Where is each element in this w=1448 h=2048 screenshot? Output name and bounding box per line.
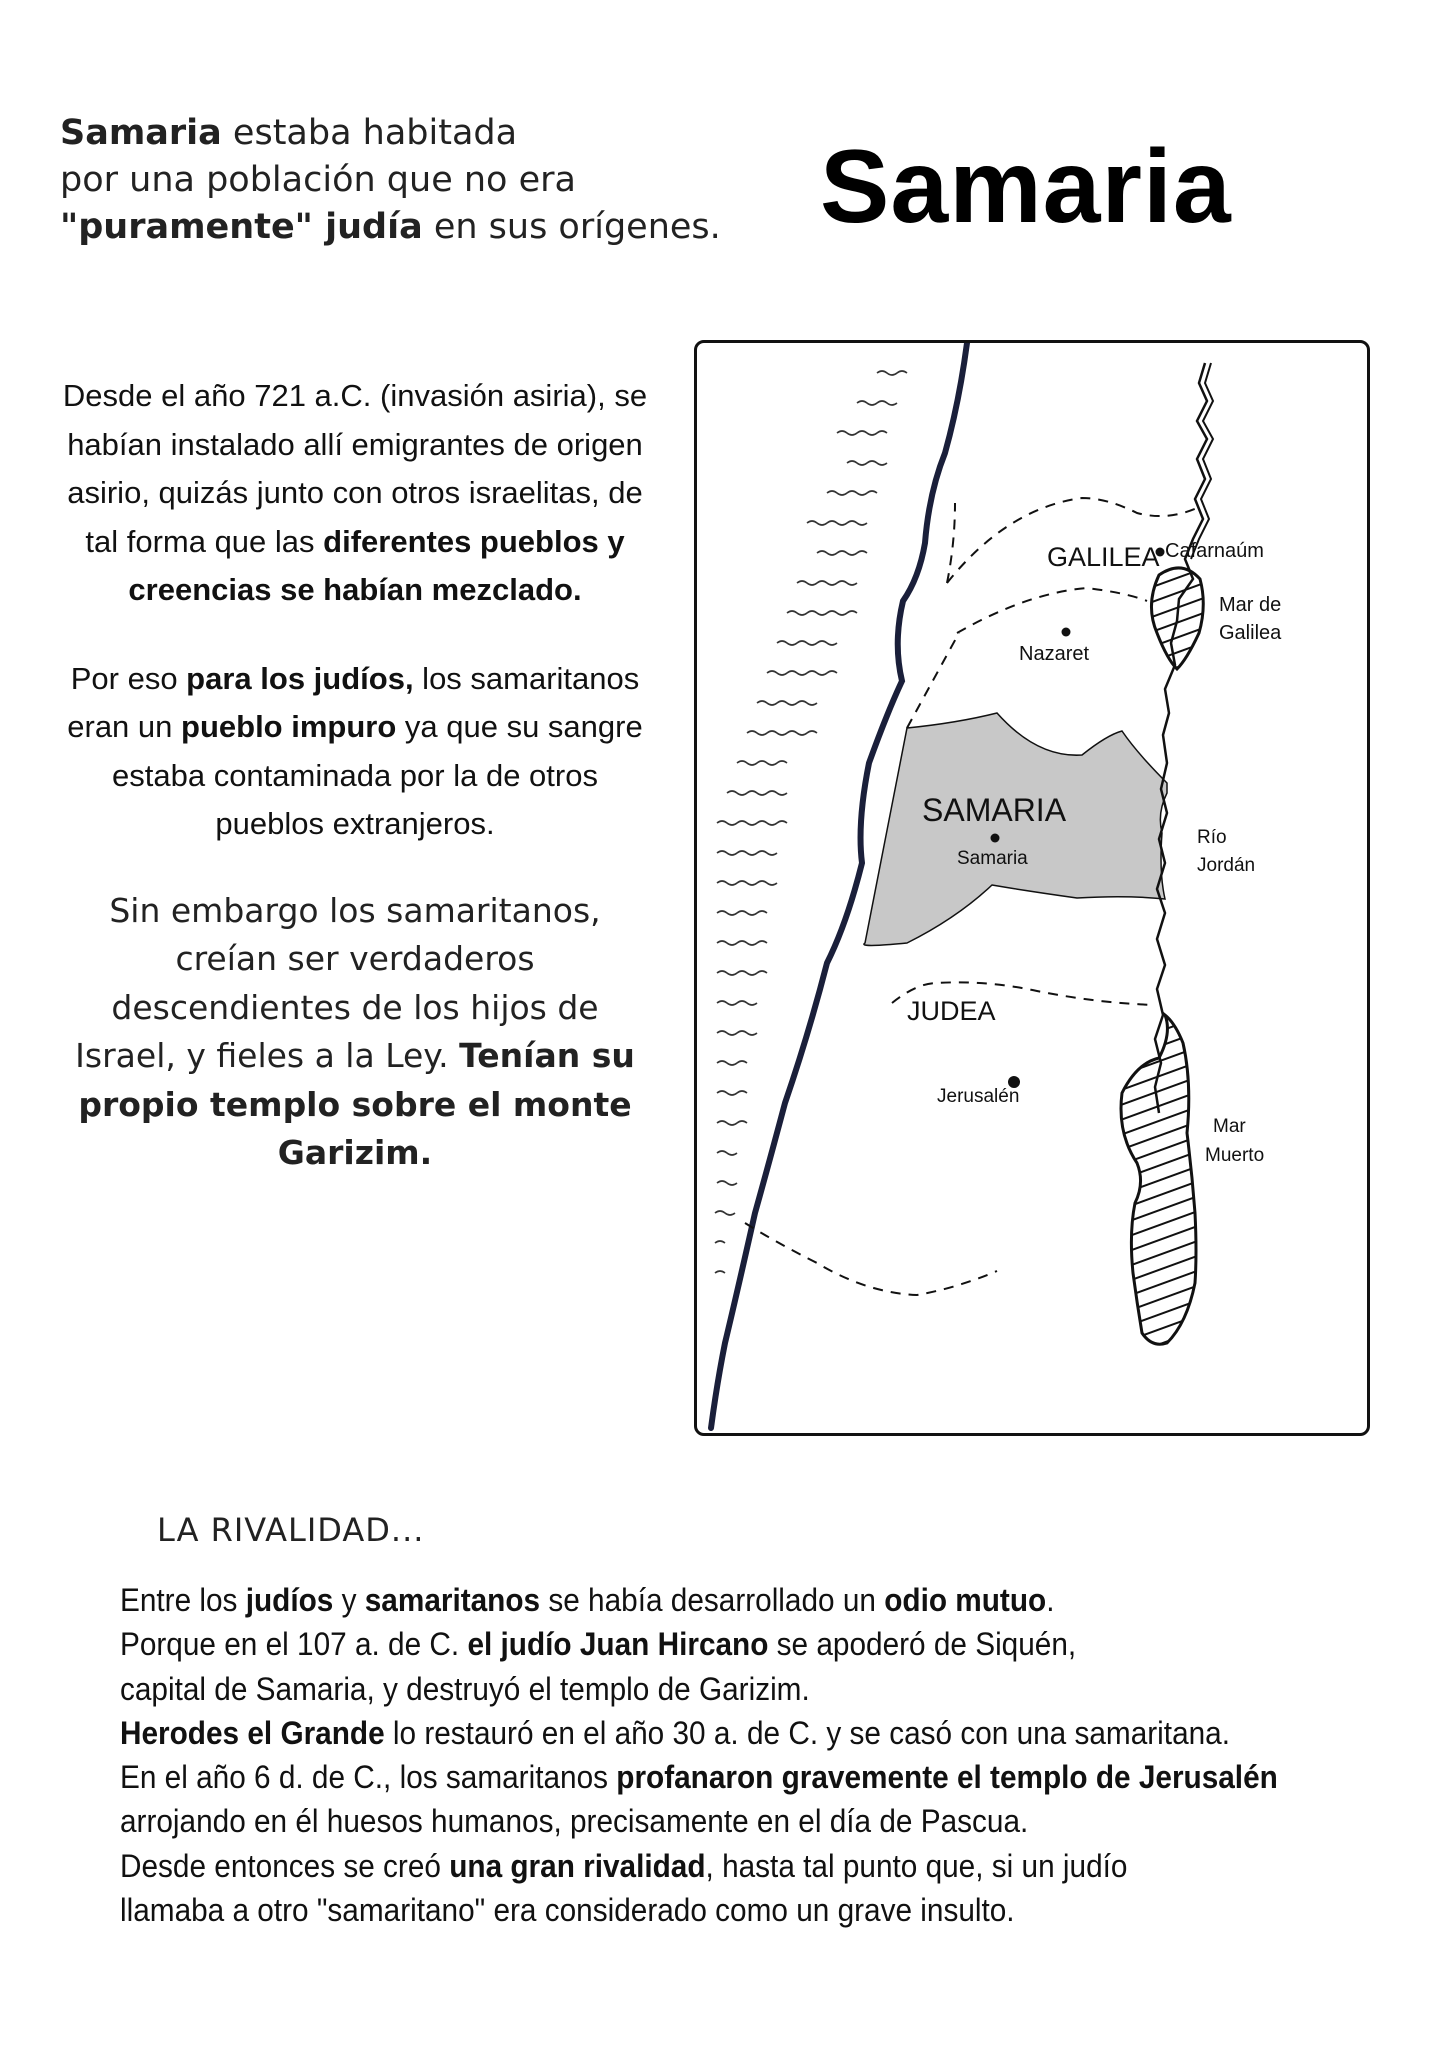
paragraph-garizim: Sin embargo los samaritanos, creían ser verdaderos descendientes de los hijos de Israel, y fieles a la Ley. Tenían su propio templo sobre el monte Garizim. [75,890,635,1173]
rivalry-text [120,1578,1329,1932]
nazaret-dot [1062,628,1071,637]
rivalry-line-2: Porque en el 107 a. de C. el judío Juan Hircano se apoderó de Siquén, [120,1626,1077,1663]
label-rio-jordan-2: Jordán [1197,855,1256,876]
samaria-region [864,713,1167,946]
intro-line-3: "puramente" judía en sus orígenes. [60,207,721,247]
intro-line-2: por una población que no era [60,160,576,200]
label-galilea: GALILEA [1047,542,1160,572]
paragraph-impure: Por eso para los judíos, los samaritanos eran un pueblo impuro ya que su sangre estaba contaminada por la de otros pueblos extranjeros. [67,660,643,841]
label-samaria-region: SAMARIA [922,792,1067,828]
palestine-map [697,343,1367,1433]
label-jerusalen: Jerusalén [937,1086,1020,1107]
map-frame [694,340,1370,1436]
page-title: Samaria [820,129,1232,245]
label-mar-galilea-2: Galilea [1219,622,1282,644]
rivalry-heading: LA RIVALIDAD... [157,1511,425,1549]
left-column [60,372,650,1178]
rivalry-line-1: Entre los judíos y samaritanos se había desarrollado un odio mutuo. [120,1582,1055,1618]
label-mar-galilea-1: Mar de [1219,594,1282,616]
label-rio-jordan-1: Río [1197,827,1227,848]
label-samaria-city: Samaria [957,848,1028,869]
rivalry-line-6: arrojando en él huesos humanos, precisamente en el día de Pascua. [120,1803,1029,1840]
intro-line-1: Samaria estaba habitada [60,113,518,153]
sea-of-galilee [1151,568,1203,669]
label-cafarnaum: Cafarnaúm [1165,540,1264,562]
rivalry-line-4: Herodes el Grande lo restauró en el año 30 a. de C. y se casó con una samaritana. [120,1714,1230,1751]
jordan-river [1155,363,1207,1113]
sea-waves [715,371,907,1273]
intro-text [60,110,780,251]
paragraph-invasion: Desde el año 721 a.C. (invasión asiria), se habían instalado allí emigrantes de origen asirio, quizás junto con otros israelitas, de tal forma que las diferentes pueblos y creencias se habían mezclado. [62,378,648,607]
rivalry-line-8: llamaba a otro "samaritano" era considerado como un grave insulto. [120,1892,1015,1929]
samaria-city-dot [991,834,1000,843]
rivalry-line-7: Desde entonces se creó una gran rivalidad, hasta tal punto que, si un judío [120,1847,1128,1884]
label-mar-muerto-1: Mar [1213,1116,1246,1137]
rivalry-line-3: capital de Samaria, y destruyó el templo de Garizim. [120,1670,810,1707]
label-nazaret: Nazaret [1019,643,1090,665]
label-mar-muerto-2: Muerto [1205,1145,1265,1166]
dead-sea [1121,1015,1196,1344]
rivalry-line-5: En el año 6 d. de C., los samaritanos profanaron gravemente el templo de Jerusalén [120,1759,1278,1796]
label-judea: JUDEA [907,996,996,1026]
